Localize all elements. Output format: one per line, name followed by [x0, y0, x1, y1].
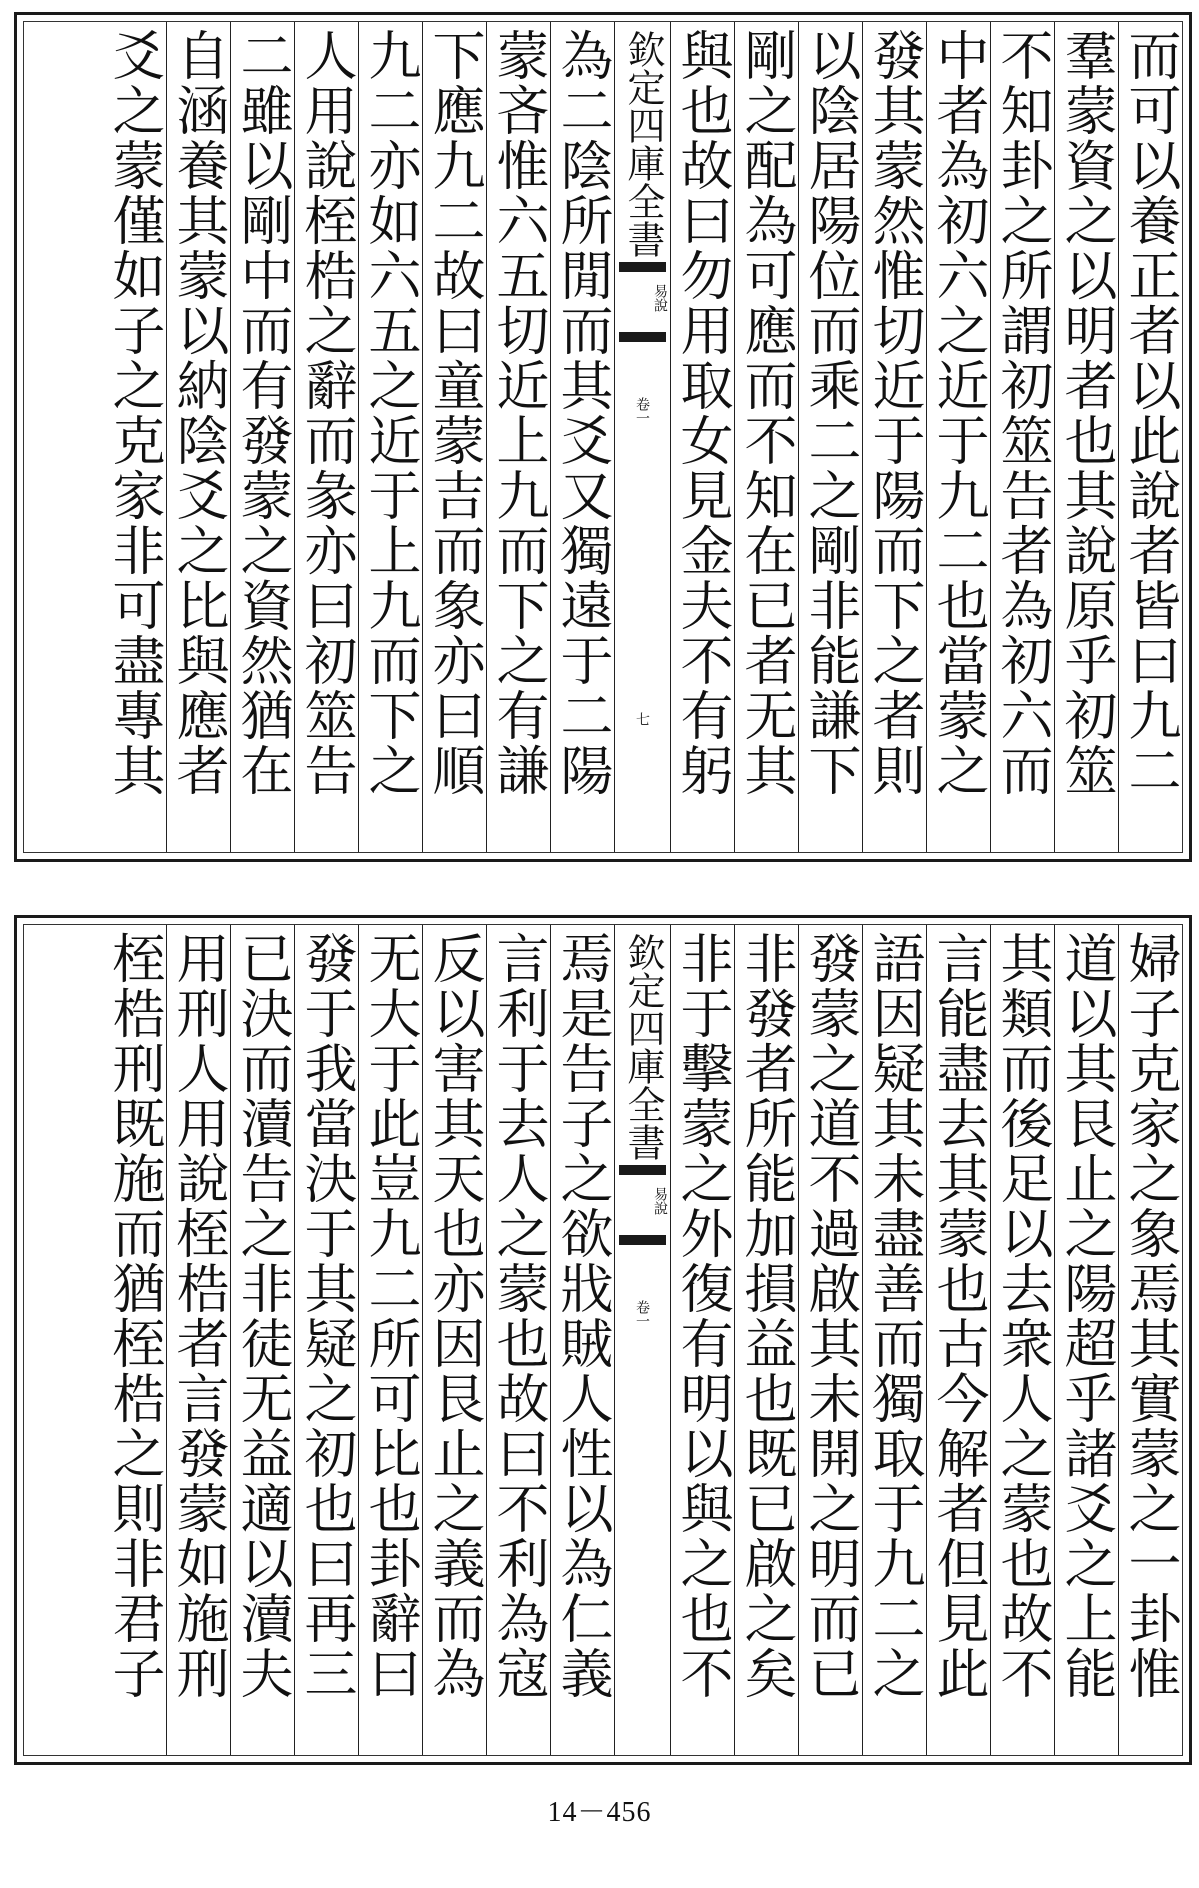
- text-column: 人用說桎梏之辭而彖亦曰初筮告: [294, 22, 358, 852]
- fish-tail-mark-icon: [619, 1235, 666, 1245]
- text-column: 非于擊蒙之外復有明以與之也不: [670, 925, 734, 1755]
- text-column: 發其蒙然惟切近于陽而下之者則: [862, 22, 926, 852]
- text-column: 无大于此豈九二所可比也卦辭曰: [358, 925, 422, 1755]
- text-column: 用刑人用說桎梏者言發蒙如施刑: [166, 925, 230, 1755]
- top-page-frame: [23, 21, 1183, 853]
- bottom-page-columns: [24, 925, 1182, 1755]
- text-column: 九二亦如六五之近于上九而下之: [358, 22, 422, 852]
- text-column: 語因疑其未盡善而獨取于九二之: [862, 925, 926, 1755]
- spine-center-fold: [614, 22, 670, 852]
- text-column: 羣蒙資之以明者也其說原乎初筮: [1054, 22, 1118, 852]
- spine-volume: 卷一: [634, 397, 650, 425]
- text-column: 中者為初六之近于九二也當蒙之: [926, 22, 990, 852]
- spine-book-name: 易說: [652, 1187, 668, 1215]
- fish-tail-mark-icon: [619, 332, 666, 342]
- text-column: 發于我當決于其疑之初也曰再三: [294, 925, 358, 1755]
- top-page-columns: [24, 22, 1182, 852]
- text-column: 與也故曰勿用取女見金夫不有躬: [670, 22, 734, 852]
- fish-tail-mark-icon: [619, 262, 666, 272]
- spine-book-name: 易說: [652, 284, 668, 312]
- text-column: 言利于去人之蒙也故曰不利為寇: [486, 925, 550, 1755]
- text-column: 婦子克家之象焉其實蒙之一卦惟: [1118, 925, 1182, 1755]
- top-page: [14, 12, 1192, 862]
- text-column: 發蒙之道不過啟其未開之明而已: [798, 925, 862, 1755]
- bottom-page: [14, 915, 1192, 1765]
- page-number: 14－456: [547, 1797, 652, 1828]
- spine-center-fold: [614, 925, 670, 1755]
- text-column: 爻之蒙僅如子之克家非可盡專其: [104, 28, 165, 798]
- text-column: 下應九二故曰童蒙吉而象亦曰順: [422, 22, 486, 852]
- bottom-page-frame: [23, 924, 1183, 1756]
- spine-title: 欽定四庫全書: [621, 30, 665, 258]
- text-column: 反以害其天也亦因艮止之義而為: [422, 925, 486, 1755]
- text-column: 而可以養正者以此說者皆曰九二: [1118, 22, 1182, 852]
- spine-title: 欽定四庫全書: [621, 933, 665, 1161]
- text-column: 桎梏刑既施而猶桎梏之則非君子: [104, 931, 165, 1701]
- text-column: 非發者所能加損益也既已啟之矣: [734, 925, 798, 1755]
- spine-volume: 卷一: [634, 1300, 650, 1328]
- text-column: 剛之配為可應而不知在已者无其: [734, 22, 798, 852]
- text-column: 言能盡去其蒙也古今解者但見此: [926, 925, 990, 1755]
- text-column: 道以其艮止之陽超乎諸爻之上能: [1054, 925, 1118, 1755]
- text-column: 不知卦之所謂初筮告者為初六而: [990, 22, 1054, 852]
- text-column: 二雖以剛中而有發蒙之資然猶在: [230, 22, 294, 852]
- fish-tail-mark-icon: [619, 1165, 666, 1175]
- text-column: 以陰居陽位而乘二之剛非能謙下: [798, 22, 862, 852]
- text-column: 蒙吝惟六五切近上九而下之有謙: [486, 22, 550, 852]
- text-column: 為二陰所閒而其爻又獨遠于二陽: [550, 22, 614, 852]
- text-column: 焉是告子之欲戕賊人性以為仁義: [550, 925, 614, 1755]
- text-column: 其類而後足以去衆人之蒙也故不: [990, 925, 1054, 1755]
- text-column: 已決而瀆告之非徒无益適以瀆夫: [230, 925, 294, 1755]
- spine-leaf-number: 七: [634, 712, 650, 726]
- text-column: 自涵養其蒙以納陰爻之比與應者: [166, 22, 230, 852]
